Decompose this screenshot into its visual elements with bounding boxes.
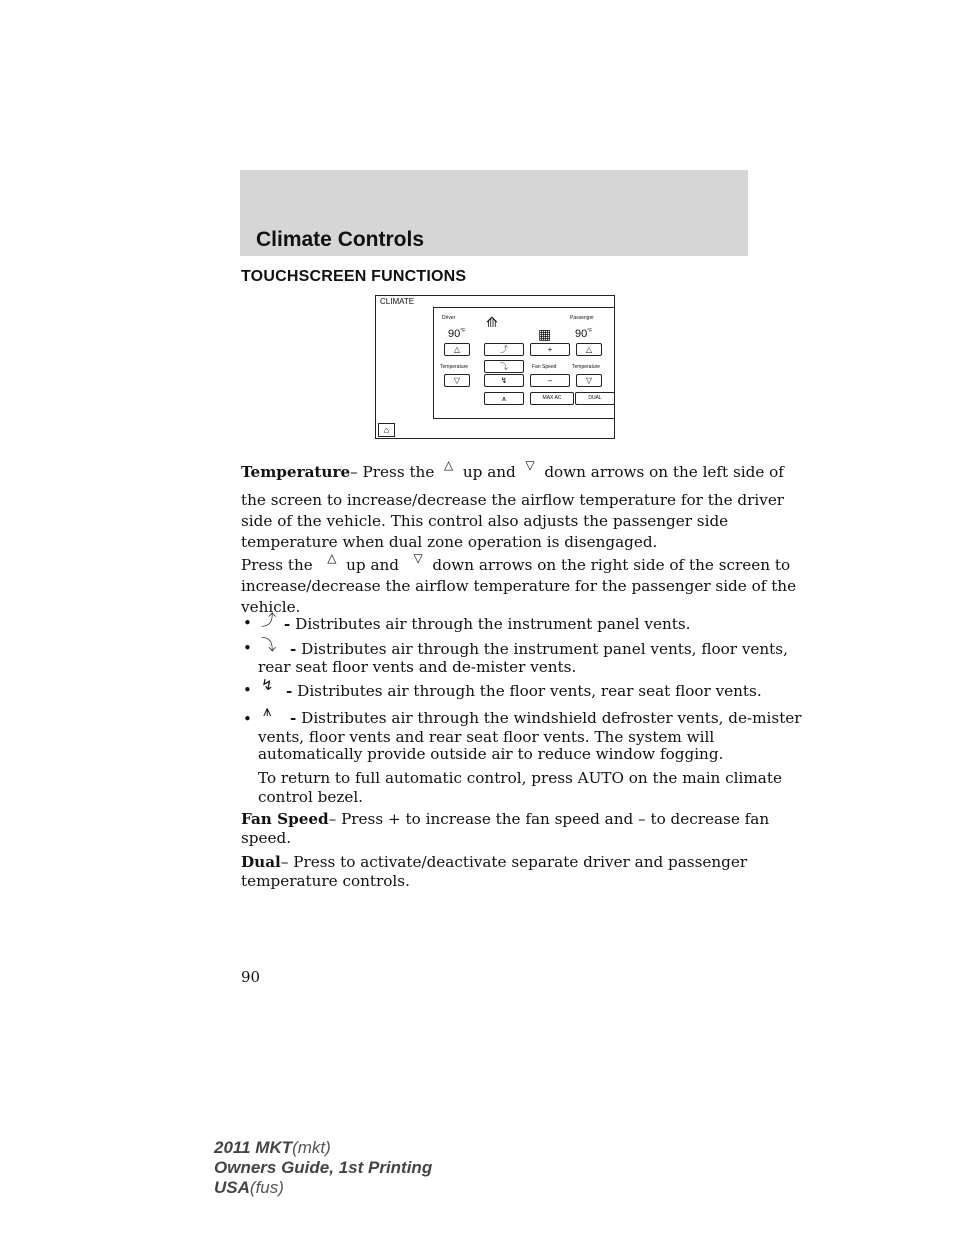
passenger-label: Passenger [570,315,594,321]
temperature-line-3: side of the vehicle. This control also adjusts the passenger side [241,512,729,530]
floor-vent-button[interactable]: ↯ [484,374,524,387]
dual-button[interactable]: DUAL [575,392,615,405]
passenger-temp-line-3: vehicle. [241,598,301,616]
bullet-2-line-1: - Distributes air through the instrument panel vents, floor vents, [290,640,788,658]
temperature-heading: Temperature [241,463,351,481]
bullet-dot: • [243,681,252,699]
section-heading: TOUCHSCREEN FUNCTIONS [241,268,467,285]
dual-heading: Dual [241,853,281,871]
return-note-line-2: control bezel. [258,788,364,806]
defrost-floor-vent-icon: ⩚ [263,702,272,720]
dual-line-2: temperature controls. [241,872,410,890]
climate-screen-figure [375,295,615,439]
temperature-line-4: temperature when dual zone operation is disengaged. [241,533,658,551]
fan-speed-up-button[interactable]: + [530,343,570,356]
passenger-temperature-label: Temperature [572,364,601,370]
screen-title: CLIMATE [380,297,415,306]
passenger-temp-line-1: Press the △ up and ▽ down arrows on the right side of the screen to [241,551,791,574]
panel-vent-icon: ⤴ [261,611,277,629]
bullet-2-line-2: rear seat floor vents and de-mister vents. [258,658,577,676]
bullet-1-line-1: - Distributes air through the instrument panel vents. [284,615,691,633]
climate-panel [433,307,615,419]
passenger-temp-line-2: increase/decrease the airflow temperature for the passenger side of the [241,577,797,595]
driver-temp: $90^{^\circ F}$ [448,328,466,340]
panel-vent-button[interactable]: ⤴ [484,343,524,356]
temperature-line-1: Temperature– Press the △ up and ▽ down arrows on the left side of [241,458,784,481]
down-arrow-icon: ▽ [413,551,423,565]
bullet-4-line-2: vents, floor vents and rear seat floor vents. The system will [258,728,715,746]
page-number: 90 [241,968,261,986]
down-arrow-icon: ▽ [525,458,535,472]
page-title: Climate Controls [256,228,425,251]
passenger-temp-down-button[interactable]: ▽ [576,374,602,387]
up-arrow-icon: △ [327,551,337,565]
passenger-temp: $90^{^\circ F}$ [575,328,593,340]
defrost-auto-icon: ⟰ [486,314,498,330]
max-ac-button[interactable]: MAX AC [530,392,574,405]
passenger-temp-up-button[interactable]: △ [576,343,602,356]
bullet-4-line-3: automatically provide outside air to reduce window fogging. [258,745,724,763]
fan-speed-line-2: speed. [241,829,292,847]
fan-speed-line-1: Fan Speed– Press + to increase the fan speed and – to decrease fan [241,810,770,828]
bullet-dot: • [243,710,252,728]
driver-temp-up-button[interactable]: △ [444,343,470,356]
fan-speed-heading: Fan Speed [241,810,329,828]
defrost-floor-vent-button[interactable]: ⩚ [484,392,524,405]
bullet-dot: • [243,639,252,657]
bullet-3-line-1: - Distributes air through the floor vents, rear seat floor vents. [286,682,762,700]
home-icon[interactable]: ⌂ [378,423,395,437]
return-note-line-1: To return to full automatic control, press AUTO on the main climate [258,769,782,787]
panel-floor-vent-button[interactable]: ⤵ [484,360,524,373]
footer-line-2: Owners Guide, 1st Printing [214,1158,433,1177]
recirculation-icon: ▦ [538,326,552,342]
driver-label: Driver [442,315,456,321]
footer-line-1: 2011 MKT(mkt) [214,1138,331,1157]
bullet-4-line-1: - Distributes air through the windshield defroster vents, de-mister [290,709,802,727]
up-arrow-icon: △ [443,458,454,472]
temperature-line-2: the screen to increase/decrease the airflow temperature for the driver [241,491,785,509]
bullet-dot: • [243,614,252,632]
driver-temperature-label: Temperature [440,364,469,370]
fan-speed-down-button[interactable]: – [530,374,570,387]
panel-floor-vent-icon: ⤵ [261,636,277,654]
footer-line-3: USA(fus) [214,1178,284,1197]
driver-temp-down-button[interactable]: ▽ [444,374,470,387]
floor-vent-icon: ↯ [261,676,274,694]
fan-speed-label: Fan Speed [532,364,557,370]
dual-line-1: Dual– Press to activate/deactivate separate driver and passenger [241,853,748,871]
